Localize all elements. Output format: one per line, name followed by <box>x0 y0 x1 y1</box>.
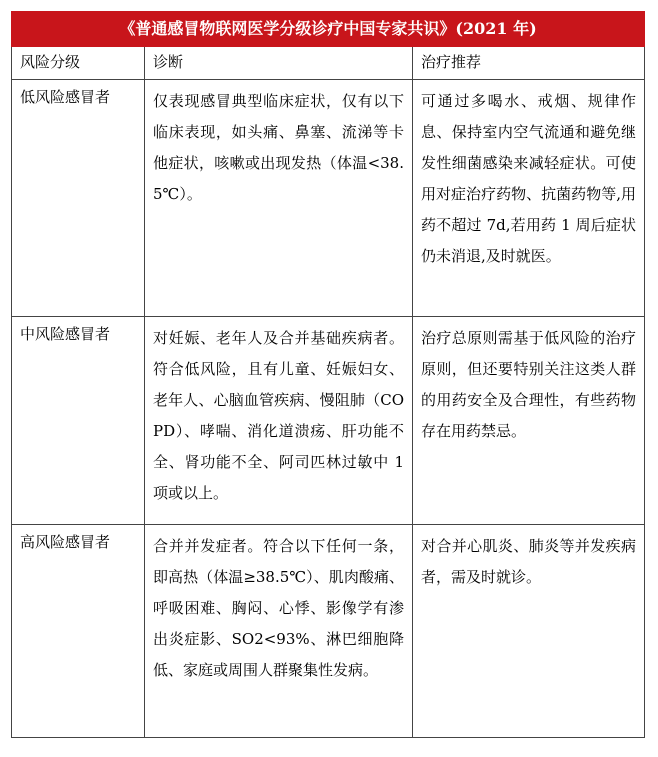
table-row <box>12 317 645 525</box>
header-row <box>12 47 645 80</box>
header-diagnosis: 诊断 <box>145 47 413 80</box>
title-row <box>12 12 645 47</box>
risk-level-cell: 低风险感冒者 <box>12 80 145 317</box>
treatment-cell: 治疗总原则需基于低风险的治疗原则，但还要特别关注这类人群的用药安全及合理性，有些药物存在用药禁忌。 <box>413 317 645 525</box>
risk-level-cell: 中风险感冒者 <box>12 317 145 525</box>
diagnosis-cell: 合并并发症者。符合以下任何一条，即高热（体温≥38.5℃）、肌肉酸痛、呼吸困难、胸闷、心悸、影像学有渗出炎症影、SO2<93%、淋巴细胞降低、家庭或周围人群聚集性发病。 <box>145 525 413 738</box>
consensus-table <box>11 11 645 738</box>
header-risk: 风险分级 <box>12 47 145 80</box>
table-row <box>12 80 645 317</box>
header-treatment: 治疗推荐 <box>413 47 645 80</box>
risk-level-cell: 高风险感冒者 <box>12 525 145 738</box>
table-row <box>12 525 645 738</box>
treatment-cell: 可通过多喝水、戒烟、规律作息、保持室内空气流通和避免继发性细菌感染来减轻症状。可使用对症治疗药物、抗菌药物等,用药不超过 7d,若用药 1 周后症状仍未消退,及时就医。 <box>413 80 645 317</box>
diagnosis-cell: 仅表现感冒典型临床症状，仅有以下临床表现，如头痛、鼻塞、流涕等卡他症状，咳嗽或出现发热（体温<38.5℃）。 <box>145 80 413 317</box>
diagnosis-cell: 对妊娠、老年人及合并基础疾病者。符合低风险，且有儿童、妊娠妇女、老年人、心脑血管疾病、慢阻肺（COPD）、哮喘、消化道溃疡、肝功能不全、肾功能不全、阿司匹林过敏中 1 项或以上。 <box>145 317 413 525</box>
table-title: 《普通感冒物联网医学分级诊疗中国专家共识》(2021 年) <box>12 12 645 47</box>
treatment-cell: 对合并心肌炎、肺炎等并发疾病者，需及时就诊。 <box>413 525 645 738</box>
